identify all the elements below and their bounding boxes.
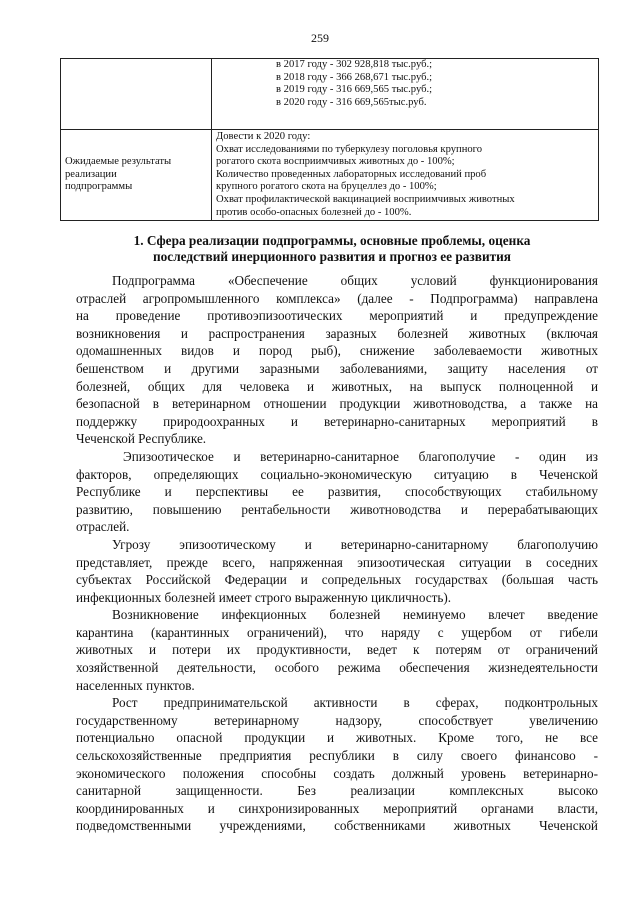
paragraph (76, 606, 598, 694)
text-line: безопасной в ветеринарном отношении продукции животноводства, а также на (76, 396, 598, 412)
paragraph (76, 448, 598, 536)
text-line: возникновения и распространения заразных болезней животных (включая (76, 325, 598, 341)
expected-results-label-line: Ожидаемые результаты (65, 156, 172, 168)
text-line: болезней, общих для человека и животных, на выпуск полноценной и (76, 378, 598, 394)
funding-line: в 2019 году - 316 669,565 тыс.руб.; (276, 84, 433, 96)
funding-line: в 2018 году - 366 268,671 тыс.руб.; (276, 71, 433, 83)
expected-results-values-cell (212, 130, 599, 221)
paragraph (76, 536, 598, 606)
text-line: Республике и перспективы ее развития, способствующих стабильному (76, 484, 598, 500)
section-title-line: 1. Сфера реализации подпрограммы, основные проблемы, оценка (133, 233, 531, 248)
text-line: сельскохозяйственные предприятия республики в силу своего финансово - (76, 748, 598, 764)
text-line: представляет, прежде всего, напряженная эпизоотическая ситуации в соседних (76, 554, 598, 570)
funding-values-cell (212, 59, 599, 130)
text-line: населенных пунктов. (76, 677, 195, 693)
paragraph (76, 694, 598, 835)
text-line: Эпизоотическое и ветеринарно-санитарное благополучие - один из (123, 448, 598, 464)
text-line: подведомственными учреждениями, собственниками животных Чеченской (76, 818, 598, 834)
expected-result-line: против особо-опасных болезней до - 100%. (216, 206, 412, 218)
expected-result-line: Охват профилактической вакцинацией восприимчивых животных (216, 193, 515, 205)
expected-results-label-line: подпрограммы (65, 181, 133, 193)
funding-row (61, 59, 599, 130)
text-line: отраслей. (76, 519, 130, 535)
text-line: потенциально опасной продукции и животных. Кроме того, не все (76, 730, 598, 746)
page-number: 259 (311, 31, 329, 45)
text-line: хозяйственной деятельности, особого режима обеспечения жизнедеятельности (76, 660, 598, 676)
text-line: развитию, повышению рентабельности животноводства и перерабатывающих (76, 501, 598, 517)
text-line: животных и потери их продуктивности, ведет к потерям от ограничений (76, 642, 598, 658)
text-line: государственному ветеринарному надзору, способствует увеличению (76, 712, 598, 728)
expected-results-label-cell (61, 130, 212, 221)
text-line: координированных и синхронизированных мероприятий органами власти, (76, 800, 598, 816)
text-line: карантина (карантинных ограничений), что наряду с ущербом от гибели (76, 624, 598, 640)
funding-label-cell (61, 59, 212, 130)
text-line: одомашненных видов и пород рыб), снижение заболеваемости животных (76, 343, 598, 359)
expected-result-line: рогатого скота восприимчивых животных до - 100%; (216, 156, 455, 168)
expected-result-line: крупного рогатого скота на бруцеллез до - 100%; (216, 181, 437, 193)
funding-line: в 2020 году - 316 669,565тыс.руб. (276, 96, 427, 108)
expected-result-line: Количество проведенных лабораторных исследований проб (216, 168, 487, 180)
text-line: санитарной защищенности. Без реализации комплексных высоко (76, 783, 598, 799)
text-line: Чеченской Республике. (76, 431, 207, 447)
text-line: субъектах Российской Федерации и сопредельных государствах (большая часть (76, 572, 598, 588)
text-line: Рост предпринимательской активности в сферах, подконтрольных (112, 695, 598, 711)
expected-result-line: Охват исследованиями по туберкулезу поголовья крупного (216, 143, 483, 155)
expected-results-row (61, 130, 599, 221)
body-text (76, 272, 598, 835)
program-passport-table (60, 58, 599, 221)
text-line: Возникновение инфекционных болезней неминуемо влечет введение (112, 607, 598, 623)
expected-result-line: Довести к 2020 году: (216, 131, 311, 142)
text-line: экономического положения способны создать должный уровень ветеринарно- (76, 765, 598, 781)
text-line: на проведение противоэпизоотических мероприятий и предупреждение (76, 308, 598, 324)
paragraph (76, 272, 598, 448)
funding-line: в 2017 году - 302 928,818 тыс.руб.; (276, 59, 433, 70)
text-line: Подпрограмма «Обеспечение общих условий функционирования (112, 273, 598, 288)
text-line: бешенством и другими заразными заболеваниями, защиту населения от (76, 360, 598, 376)
text-line: факторов, определяющих социально-экономическую ситуацию в Чеченской (76, 466, 598, 482)
text-line: Угрозу эпизоотическому и ветеринарно-санитарному благополучию (112, 536, 598, 552)
text-line: инфекционных болезней имеет строго выраженную цикличность). (76, 589, 452, 605)
text-line: отраслей агропромышленного комплекса» (далее - Подпрограмма) направлена (76, 290, 598, 306)
section-title-line: последствий инерционного развития и прогноз ее развития (152, 248, 512, 264)
text-line: поддержку природоохранных и ветеринарно-санитарных мероприятий в (76, 413, 598, 429)
expected-results-label-line: реализации (65, 168, 117, 180)
section-title (66, 233, 598, 264)
